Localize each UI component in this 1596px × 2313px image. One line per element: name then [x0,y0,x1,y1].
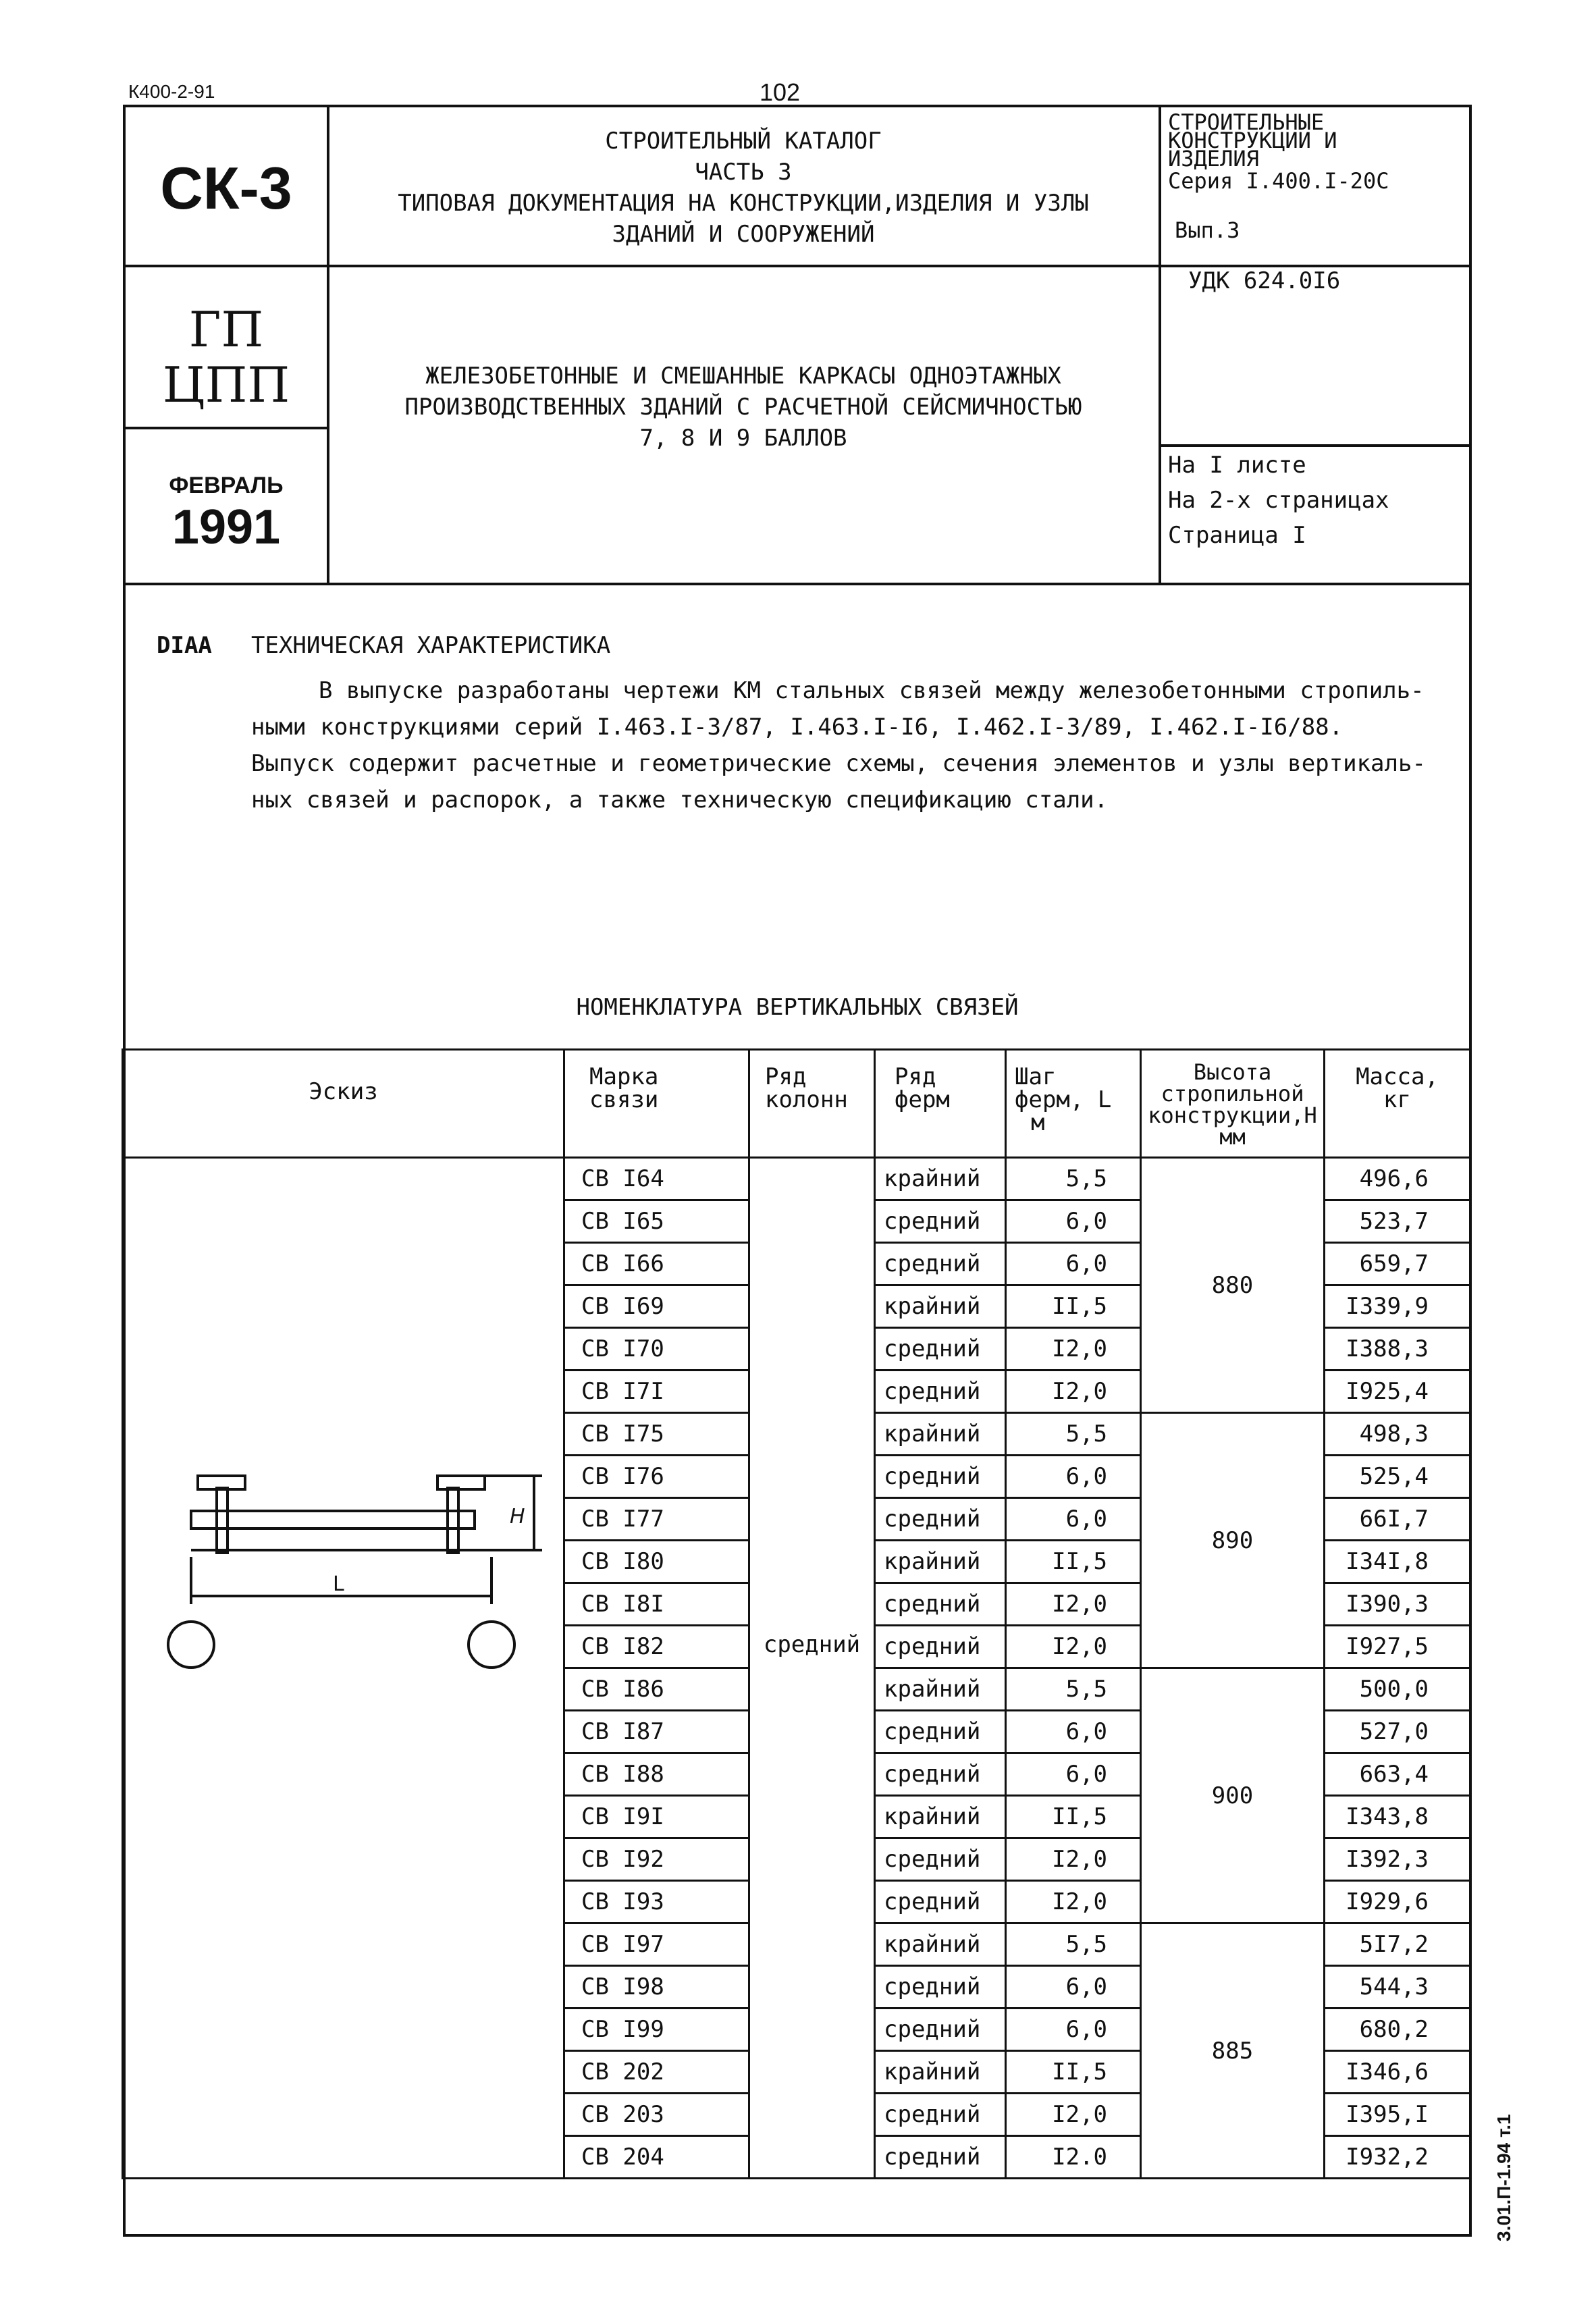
cell-mark: СВ I65 [564,1200,749,1243]
issue-number: Вып.3 [1175,217,1240,243]
cell-mark: СВ I92 [564,1838,749,1881]
cell-mark: СВ I8I [564,1583,749,1626]
cell-truss-row: средний [875,1456,1006,1498]
sketch-length-label: L [333,1572,344,1596]
cell-mark: СВ I69 [564,1285,749,1328]
cell-truss-row: средний [875,1711,1006,1753]
cell-truss-row: средний [875,1626,1006,1668]
sketch-left-post [217,1488,228,1553]
cell-mass: I388,3 [1325,1328,1470,1371]
cell-step: 6,0 [1006,1711,1141,1753]
cell-step: I2,0 [1006,1838,1141,1881]
catalog-code: К400-2-91 [128,81,215,102]
stamp-org-2: ЦПП [162,356,290,413]
cell-truss-row: крайний [875,1158,1006,1200]
table-header-row [123,1050,1470,1158]
cell-step: 6,0 [1006,1966,1141,2009]
cell-mass: I390,3 [1325,1583,1470,1626]
cell-mass: 659,7 [1325,1243,1470,1285]
cell-step: 6,0 [1006,1498,1141,1541]
cell-height: 900 [1141,1668,1325,1923]
cell-mass: 527,0 [1325,1711,1470,1753]
cell-mark: СВ I64 [564,1158,749,1200]
header-step: Шаг ферм, L м [1006,1050,1141,1158]
section-heading: ТЕХНИЧЕСКАЯ ХАРАКТЕРИСТИКА [251,632,611,659]
cell-mass: I343,8 [1325,1796,1470,1838]
cell-mass: 663,4 [1325,1753,1470,1796]
cell-step: I2,0 [1006,2094,1141,2136]
sketch-left-support [168,1622,214,1668]
cell-step: 6,0 [1006,1243,1141,1285]
cell-step: 6,0 [1006,2009,1141,2051]
header-height: Высота стропильной конструкции,Н мм [1141,1050,1325,1158]
cell-mass: 498,3 [1325,1413,1470,1456]
cell-step: 5,5 [1006,1413,1141,1456]
udk-code: УДК 624.0I6 [1188,267,1341,294]
catalog-title: СТРОИТЕЛЬНЫЙ КАТАЛОГ ЧАСТЬ 3 ТИПОВАЯ ДОКУМЕНТАЦИЯ НА КОНСТРУКЦИИ,ИЗДЕЛИЯ И УЗЛЫ ЗДАНИЙ И СООРУЖЕНИЙ [398,128,1089,248]
cell-truss-row: крайний [875,1285,1006,1328]
cell-mark: СВ I87 [564,1711,749,1753]
sketch-right-support [469,1622,514,1668]
cell-truss-row: средний [875,1838,1006,1881]
cell-truss-row: средний [875,1371,1006,1413]
sketch-cell [123,1158,564,2179]
cell-truss-row: средний [875,2009,1006,2051]
cell-height: 885 [1141,1923,1325,2179]
cell-step: II,5 [1006,1796,1141,1838]
cell-truss-row: средний [875,1881,1006,1923]
cell-mass: I346,6 [1325,2051,1470,2094]
cell-mark: СВ I76 [564,1456,749,1498]
cell-mass: 5I7,2 [1325,1923,1470,1966]
cell-mark: СВ I98 [564,1966,749,2009]
cell-truss-row: крайний [875,1923,1006,1966]
cell-step: II,5 [1006,1285,1141,1328]
cell-mark: СВ I99 [564,2009,749,2051]
side-note: 3.01.П-1.94 т.1 [1493,2114,1514,2241]
cell-truss-row: крайний [875,1668,1006,1711]
cell-step: II,5 [1006,1541,1141,1583]
cell-step: 5,5 [1006,1923,1141,1966]
cell-step: I2,0 [1006,1583,1141,1626]
cell-height: 880 [1141,1158,1325,1413]
cell-truss-row: средний [875,1753,1006,1796]
header-mark: Марка связи [564,1050,749,1158]
cell-mass: 66I,7 [1325,1498,1470,1541]
cell-mark: СВ I9I [564,1796,749,1838]
cell-mass: I34I,8 [1325,1541,1470,1583]
cell-step: I2.0 [1006,2136,1141,2179]
cell-mark: СВ I97 [564,1923,749,1966]
cell-mass: I932,2 [1325,2136,1470,2179]
nomenclature-table [122,1048,1471,2179]
cell-step: 5,5 [1006,1668,1141,1711]
cell-step: 6,0 [1006,1753,1141,1796]
cell-mass: I925,4 [1325,1371,1470,1413]
cell-truss-row: средний [875,1328,1006,1371]
stamp-year: 1991 [171,500,281,554]
cell-mark: СВ I70 [564,1328,749,1371]
cell-mark: СВ 202 [564,2051,749,2094]
cell-step: II,5 [1006,2051,1141,2094]
cell-height: 890 [1141,1413,1325,1668]
cell-mark: СВ I86 [564,1668,749,1711]
cell-truss-row: средний [875,2136,1006,2179]
stamp-month: ФЕВРАЛЬ [169,473,284,498]
cell-truss-row: крайний [875,1541,1006,1583]
cell-step: 5,5 [1006,1158,1141,1200]
cell-truss-row: средний [875,2094,1006,2136]
cell-mark: СВ I93 [564,1881,749,1923]
cell-mass: 500,0 [1325,1668,1470,1711]
header-sketch: Эскиз [123,1050,564,1158]
sketch-right-post [448,1488,458,1553]
table-row [123,1158,1470,1200]
cell-truss-row: крайний [875,1413,1006,1456]
section-label: СТРОИТЕЛЬНЫЕ КОНСТРУКЦИИ И ИЗДЕЛИЯ Серия I.400.I-20С [1168,109,1389,194]
cell-step: 6,0 [1006,1200,1141,1243]
header-mass: Масса, кг [1325,1050,1470,1158]
cell-mass: 525,4 [1325,1456,1470,1498]
cell-step: I2,0 [1006,1371,1141,1413]
cell-truss-row: средний [875,1583,1006,1626]
cell-mark: СВ I77 [564,1498,749,1541]
cell-mass: I392,3 [1325,1838,1470,1881]
cell-truss-row: средний [875,1498,1006,1541]
cell-step: I2,0 [1006,1626,1141,1668]
cell-truss-row: крайний [875,2051,1006,2094]
header-column-row: Ряд колонн [749,1050,875,1158]
cell-mass: 544,3 [1325,1966,1470,2009]
cell-mark: СВ I80 [564,1541,749,1583]
cell-mark: СВ I82 [564,1626,749,1668]
cell-mark: СВ I88 [564,1753,749,1796]
description-paragraph: В выпуске разработаны чертежи КМ стальных связей между железобетонными стропиль- ными конструкциями серий I.463.I-3/87, I.463.I-I6, I.462.I-3/89, I.462.I-I6/88. Выпуск содержит расчетные и геометрические схемы, сечения элементов и узлы вертикаль- ных связей и распорок, а также техническую спецификацию стали. [251,677,1426,814]
cell-truss-row: средний [875,1243,1006,1285]
cell-step: I2,0 [1006,1328,1141,1371]
cell-mass: 523,7 [1325,1200,1470,1243]
cell-mass: 680,2 [1325,2009,1470,2051]
cell-truss-row: средний [875,1966,1006,2009]
cell-mass: I929,6 [1325,1881,1470,1923]
header-truss-row: Ряд ферм [875,1050,1006,1158]
cell-mass: I339,9 [1325,1285,1470,1328]
cell-mark: СВ I66 [564,1243,749,1285]
cell-truss-row: крайний [875,1796,1006,1838]
table-title: НОМЕНКЛАТУРА ВЕРТИКАЛЬНЫХ СВЯЗЕЙ [576,994,1019,1021]
sketch-right-flange [437,1476,485,1489]
cell-mass: I927,5 [1325,1626,1470,1668]
cell-mass: 496,6 [1325,1158,1470,1200]
cell-mark: СВ I7I [564,1371,749,1413]
stamp-org-1: ГП [188,301,264,358]
cell-mark: СВ I75 [564,1413,749,1456]
sketch-height-label: H [510,1505,525,1528]
cell-step: 6,0 [1006,1456,1141,1498]
document-title: ЖЕЛЕЗОБЕТОННЫЕ И СМЕШАННЫЕ КАРКАСЫ ОДНОЭТАЖНЫХ ПРОИЗВОДСТВЕННЫХ ЗДАНИЙ С РАСЧЕТНОЙ СЕЙСМИЧНОСТЬЮ 7, 8 И 9 БАЛЛОВ [404,363,1082,452]
cell-step: I2,0 [1006,1881,1141,1923]
section-code: DIAA [157,632,212,659]
cell-mark: СВ 204 [564,2136,749,2179]
cell-column-row: средний [749,1158,875,2179]
page-number: 102 [760,78,801,106]
cell-truss-row: средний [875,1200,1006,1243]
sketch-drawing [124,1159,562,2179]
sketch-brace [191,1511,475,1528]
cell-mark: СВ 203 [564,2094,749,2136]
cell-mass: I395,I [1325,2094,1470,2136]
stamp-main: СК-3 [160,155,292,221]
sheet-info: На I листе На 2-х страницах Страница I [1168,452,1389,549]
